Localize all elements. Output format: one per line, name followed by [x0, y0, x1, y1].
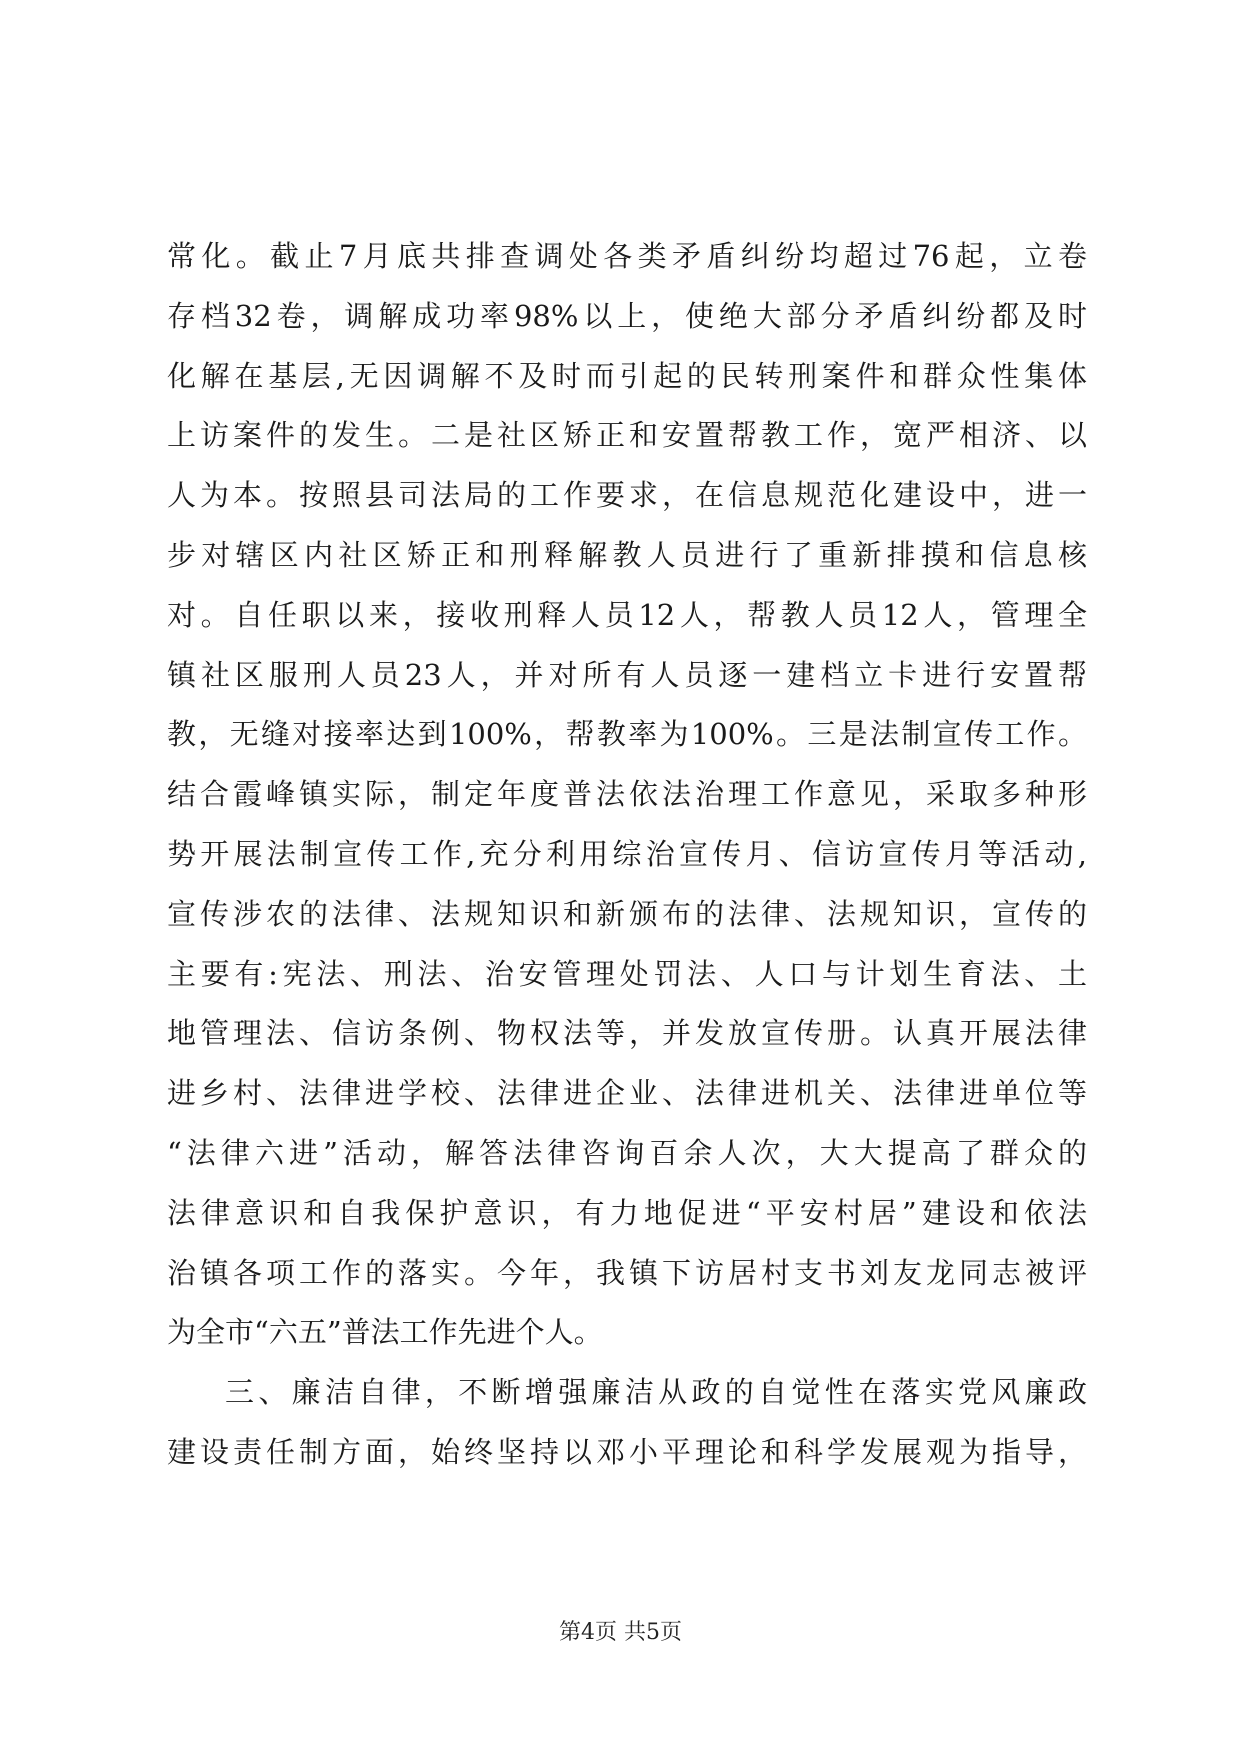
text-line: 人为本。按照县司法局的工作要求，在信息规范化建设中，进一 [167, 478, 1087, 513]
text-line: 地管理法、信访条例、物权法等，并发放宣传册。认真开展法律 [167, 1016, 1087, 1051]
text-line: 法律意识和自我保护意识，有力地促进“平安村居”建设和依法 [167, 1195, 1087, 1230]
page-footer [0, 1618, 1241, 1648]
text-line: 步对辖区内社区矫正和刑释解教人员进行了重新排摸和信息核 [167, 537, 1087, 572]
text-line: 教，无缝对接率达到100%，帮教率为100%。三是法制宣传工作。 [167, 717, 1087, 752]
body-text [167, 227, 1087, 1483]
paragraph-last-line: 为全市“六五”普法工作先进个人。 [167, 1315, 603, 1350]
section-heading-line: 三、廉洁自律，不断增强廉洁从政的自觉性在落实党风廉政 [225, 1375, 1087, 1410]
text-line: 对。自任职以来，接收刑释人员12人，帮教人员12人，管理全 [167, 597, 1087, 632]
text-line: 上访案件的发生。二是社区矫正和安置帮教工作，宽严相济、以 [167, 418, 1087, 453]
text-line: 镇社区服刑人员23人，并对所有人员逐一建档立卡进行安置帮 [167, 657, 1087, 692]
text-line: 建设责任制方面，始终坚持以邓小平理论和科学发展观为指导， [167, 1434, 1087, 1469]
text-line: 势开展法制宣传工作,充分利用综治宣传月、信访宣传月等活动, [167, 836, 1087, 871]
text-line: 结合霞峰镇实际，制定年度普法依法治理工作意见，采取多种形 [167, 777, 1087, 812]
text-line: 常化。截止7月底共排查调处各类矛盾纠纷均超过76起，立卷 [167, 239, 1087, 273]
text-line: 治镇各项工作的落实。今年，我镇下访居村支书刘友龙同志被评 [167, 1255, 1087, 1290]
text-line: “法律六进”活动，解答法律咨询百余人次，大大提高了群众的 [167, 1135, 1087, 1170]
text-line: 进乡村、法律进学校、法律进企业、法律进机关、法律进单位等 [167, 1076, 1087, 1111]
page-number-label: 第4页 共5页 [559, 1620, 682, 1645]
text-line: 存档32卷，调解成功率98%以上，使绝大部分矛盾纠纷都及时 [167, 298, 1087, 333]
text-line: 化解在基层,无因调解不及时而引起的民转刑案件和群众性集体 [167, 358, 1087, 393]
text-line: 主要有:宪法、刑法、治安管理处罚法、人口与计划生育法、土 [167, 956, 1087, 991]
text-line: 宣传涉农的法律、法规知识和新颁布的法律、法规知识，宣传的 [167, 896, 1087, 931]
